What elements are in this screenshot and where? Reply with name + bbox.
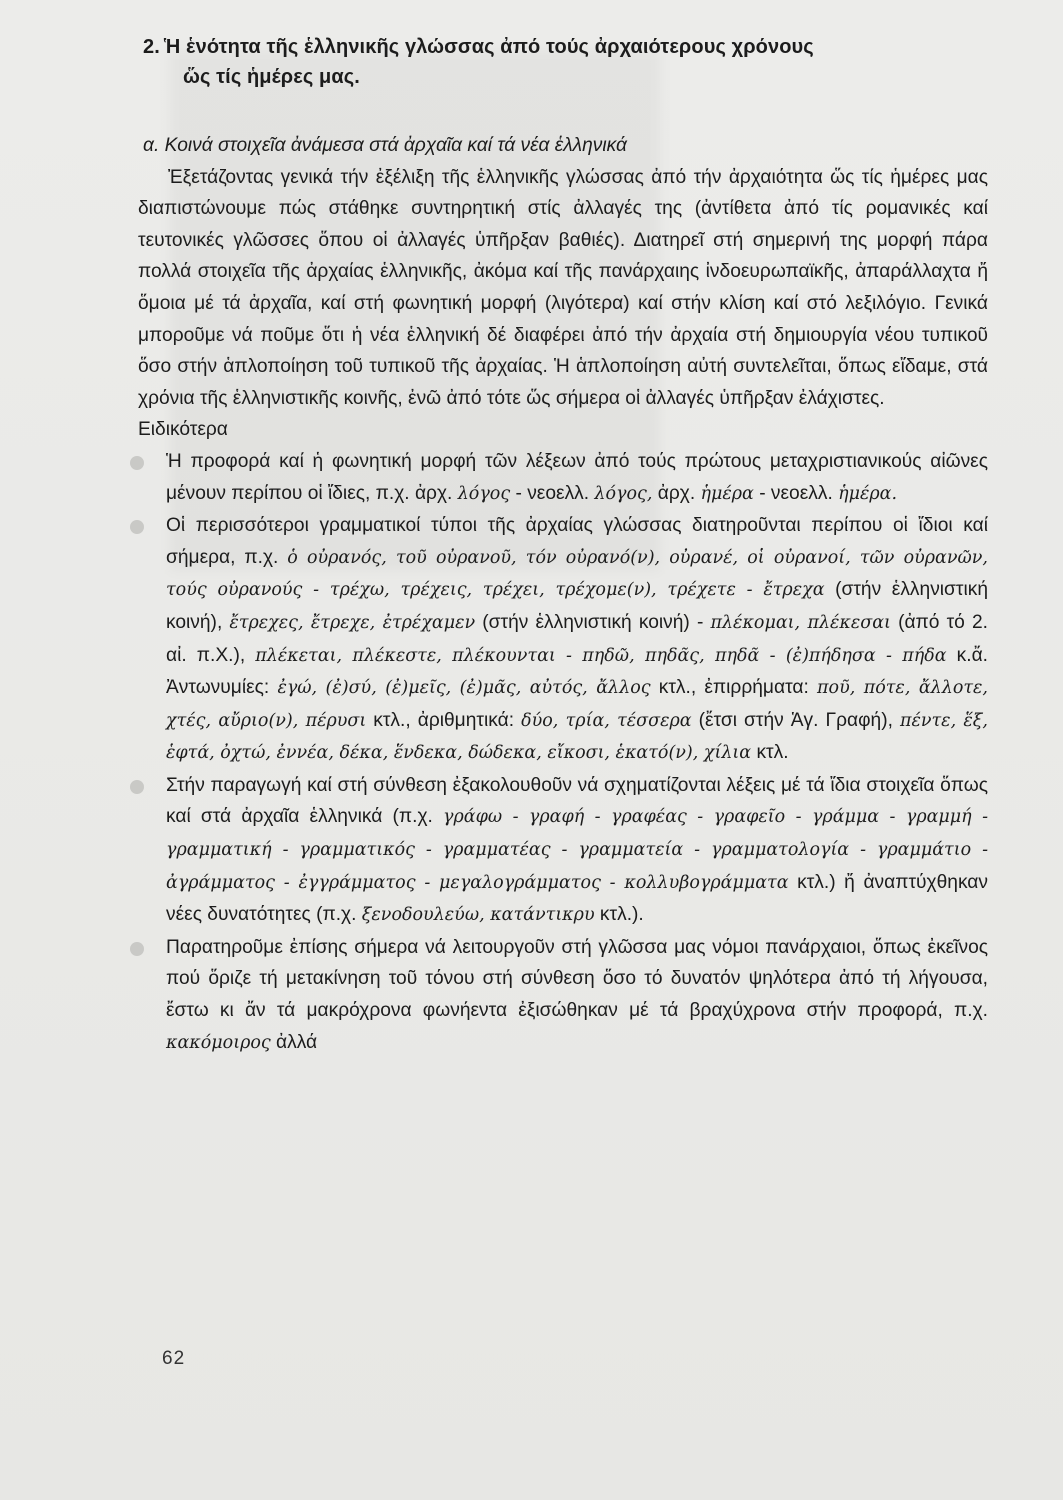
section-label: α. — [143, 135, 160, 156]
chapter-heading — [143, 32, 993, 92]
bullet-dot-icon — [130, 520, 144, 534]
section-title — [138, 130, 988, 162]
page-number: 62 — [162, 1348, 186, 1369]
bullet-item-ancient-laws: Παρατηροῦμε ἐπίσης σήμερα νά λειτουργοῦν στή γλῶσσα μας νόμοι πανάρχαιοι, ὅπως ἐκεῖνος πού ὅριζε τή μετακίνηση τοῦ τόνου στή σύνθεση ὅσο τό δυνατόν ψηλότερα ἀπό τή λήγουσα, ἔστω κι ἄν τά μακρόχρονα φωνήεντα ἐξισώθηκαν μέ τά βραχύχρονα στήν προφορά, π.χ. κακόμοιρος ἀλλά — [138, 932, 988, 1059]
heading-line-2: ὥς τίς ἡμέρες μας. — [183, 66, 360, 88]
lead-word: Ειδικότερα — [138, 419, 228, 441]
section-title-text: Κοινά στοιχεῖα ἀνάμεσα στά ἀρχαῖα καί τά νέα ἑλληνικά — [164, 135, 627, 156]
page-body — [138, 130, 988, 1059]
intro-paragraph: Ἐξετάζοντας γενικά τήν ἐξέλιξη τῆς ἑλληνικῆς γλώσσας ἀπό τήν ἀρχαιότητα ὥς τίς ἡμέρες μας διαπιστώνουμε πώς στάθηκε συντηρητική στίς ἀλλαγές της (ἀντίθετα ἀπό τίς ρομανικές καί τευτονικές γλῶσσες ὅπου οἱ ἀλλαγές ὑπῆρξαν βαθιές). Διατηρεῖ στή σημερινή της μορφή πάρα πολλά στοιχεῖα τῆς ἀρχαίας ἑλληνικῆς, ἀκόμα καί τῆς πανάρχαιης ἰνδοευρωπαϊκῆς, ἀπαράλλαχτα ἤ ὅμοια μέ τά ἀρχαῖα, καί στή φωνητική μορφή (λιγότερα) καί στήν κλίση καί στό λεξιλόγιο. Γενικά μποροῦμε νά ποῦμε ὅτι ἡ νέα ἑλληνική δέ διαφέρει ἀπό τήν ἀρχαία στή δημιουργία νέου τυπικοῦ ὅσο στήν ἁπλοποίηση τοῦ τυπικοῦ τῆς ἀρχαίας. Ἡ ἁπλοποίηση αὐτή συντελεῖται, ὅπως εἴδαμε, στά χρόνια τῆς ἑλληνιστικῆς κοινῆς, ἐνῶ ἀπό τότε ὥς σήμερα οἱ ἀλλαγές ὑπῆρξαν ἐλάχιστες. — [138, 166, 988, 409]
heading-number: 2. — [143, 36, 160, 58]
bullet-item-grammar-forms: Οἱ περισσότεροι γραμματικοί τύποι τῆς ἀρχαίας γλώσσας διατηροῦνται περίπου οἱ ἴδιοι καί σήμερα, π.χ. ὁ οὐρανός, τοῦ οὐρανοῦ, τόν οὐρανό(ν), οὐρανέ, οἱ οὐρανοί, τῶν οὐρανῶν, τούς οὐρανούς - τρέχω, τρέχεις, τρέχει, τρέχομε(ν), τρέχετε - ἔτρεχα (στήν ἑλληνιστική κοινή), ἔτρεχες, ἔτρεχε, ἐτρέχαμεν (στήν ἑλληνιστική κοινή) - πλέκομαι, πλέκεσαι (ἀπό τό 2. αἰ. π.Χ.), πλέκεται, πλέκεστε, πλέκουνται - πηδῶ, πηδᾶς, πηδᾶ - (ἐ)πήδησα - πήδα κ.ἄ. Ἀντωνυμίες: ἐγώ, (ἐ)σύ, (ἐ)μεῖς, (ἐ)μᾶς, αὐτός, ἄλλος κτλ., ἐπιρρήματα: ποῦ, πότε, ἄλλοτε, χτές, αὔριο(ν), πέρυσι κτλ., ἀριθμητικά: δύο, τρία, τέσσερα (ἔτσι στήν Ἁγ. Γραφή), πέντε, ἕξ, ἑφτά, ὀχτώ, ἐννέα, δέκα, ἕνδεκα, δώδεκα, εἴκοσι, ἑκατό(ν), χίλια κτλ. — [138, 510, 988, 770]
bullet-dot-icon — [130, 780, 144, 794]
bullet-item-pronunciation: Ἡ προφορά καί ἡ φωνητική μορφή τῶν λέξεων ἀπό τούς πρώτους μεταχριστιανικούς αἰῶνες μένουν περίπου οἱ ἴδιες, π.χ. ἀρχ. λόγος - νεοελλ. λόγος, ἀρχ. ἡμέρα - νεοελλ. ἡμέρα. — [138, 446, 988, 510]
heading-line-1: Ἡ ἑνότητα τῆς ἑλληνικῆς γλώσσας ἀπό τούς ἀρχαιότερους χρόνους — [163, 36, 814, 58]
bullet-item-word-formation: Στήν παραγωγή καί στή σύνθεση ἐξακολουθοῦν νά σχηματίζονται λέξεις μέ τά ἴδια στοιχεῖα ὅπως καί στά ἀρχαῖα ἑλληνικά (π.χ. γράφω - γραφή - γραφέας - γραφεῖο - γράμμα - γραμμή - γραμματική - γραμματικός - γραμματέας - γραμματεία - γραμματολογία - γραμμάτιο - ἀγράμματος - ἐγγράμματος - μεγαλογράμματος - κολλυβογράμματα κτλ.) ἤ ἀναπτύχθηκαν νέες δυνατότητες (π.χ. ξενοδουλεύω, κατάντικρυ κτλ.). — [138, 770, 988, 932]
bullet-dot-icon — [130, 456, 144, 470]
bullet-dot-icon — [130, 942, 144, 956]
